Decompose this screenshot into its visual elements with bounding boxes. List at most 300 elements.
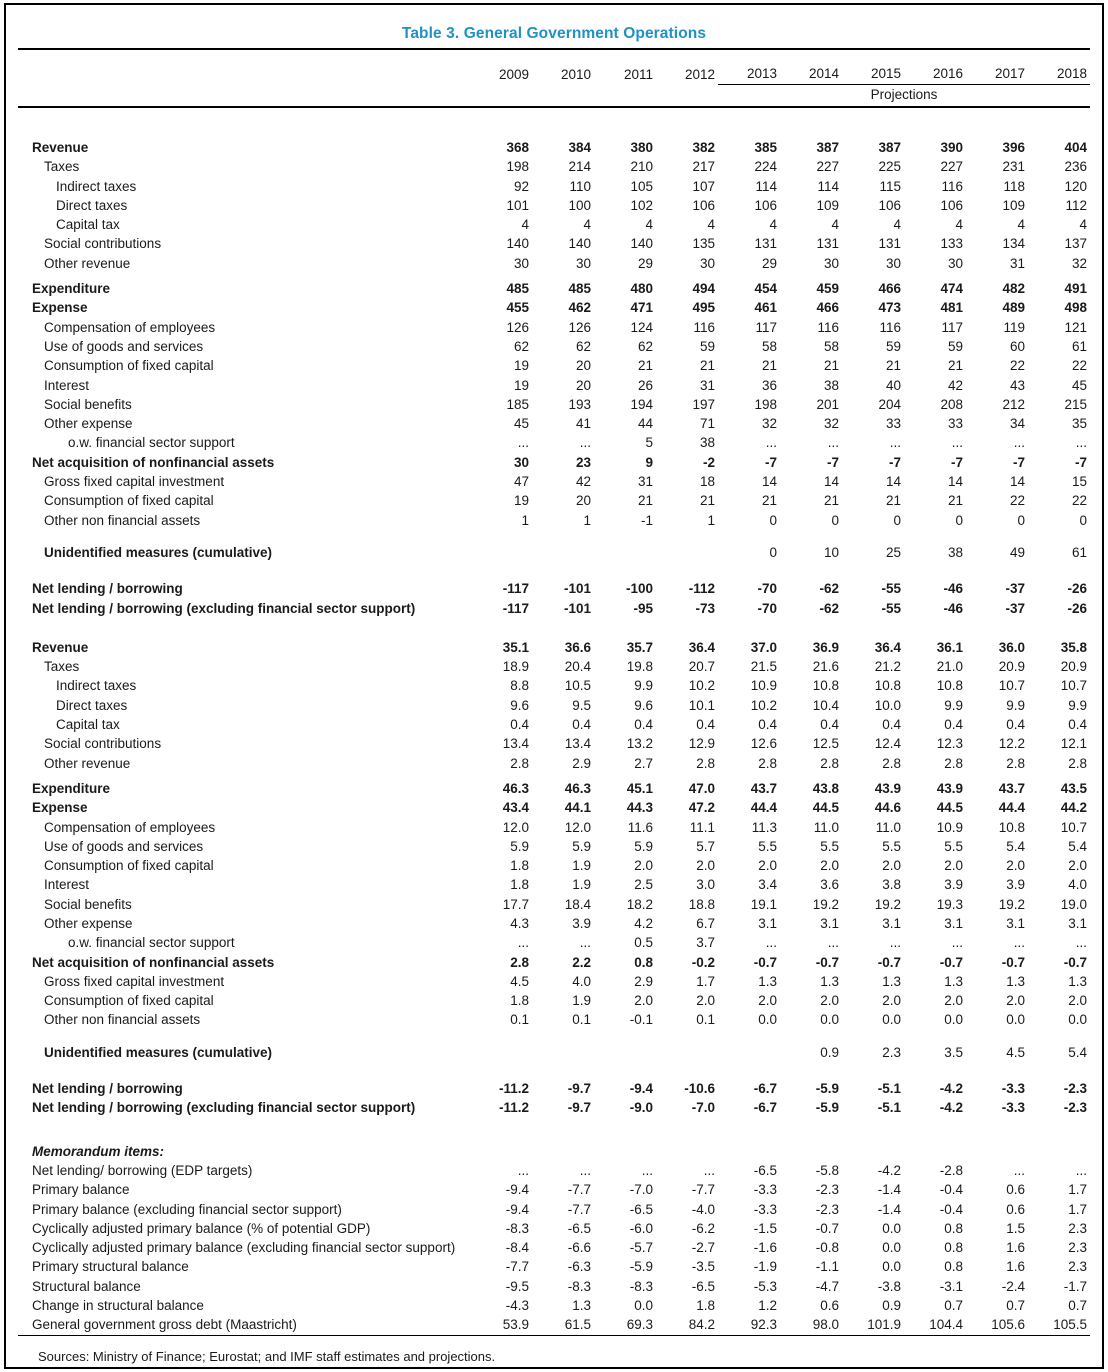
value-cell: 461 <box>754 300 777 316</box>
value-cell: -1.9 <box>753 1259 777 1275</box>
row-label: Expenditure <box>32 780 111 796</box>
value-cell: -2.7 <box>691 1240 715 1256</box>
value-cell: -70 <box>757 581 777 597</box>
value-cell: 3.1 <box>1006 915 1025 931</box>
value-cell: 0.5 <box>634 935 653 951</box>
value-cell: 17.7 <box>502 896 529 912</box>
value-cell <box>532 543 594 562</box>
value-cell: 11.3 <box>751 819 777 835</box>
table-row <box>18 177 1090 196</box>
value-cell: 53.9 <box>502 1317 529 1333</box>
table-row <box>18 1098 1090 1117</box>
value-cell: 10 <box>823 544 839 560</box>
spacer-row <box>18 1118 1090 1142</box>
value-cell: 44.4 <box>998 800 1025 816</box>
table-row <box>18 298 1090 317</box>
table-row <box>18 1296 1090 1315</box>
value-cell: -6.5 <box>753 1162 777 1178</box>
value-cell: 482 <box>1002 281 1025 297</box>
value-cell: ... <box>1013 1162 1025 1178</box>
value-cell: 396 <box>1002 140 1025 155</box>
value-cell: -0.7 <box>815 1220 839 1236</box>
spacer-row <box>18 1062 1090 1079</box>
value-cell: 10.0 <box>874 697 901 713</box>
value-cell: 22 <box>1071 358 1087 374</box>
table-row <box>18 579 1090 598</box>
row-label: Other revenue <box>44 255 131 271</box>
table-row <box>18 734 1090 753</box>
table-row <box>18 933 1090 952</box>
value-cell: 36.6 <box>564 639 591 655</box>
table-row <box>18 395 1090 414</box>
value-cell: 117 <box>755 319 777 335</box>
value-cell: 0 <box>769 512 777 528</box>
value-cell: 25 <box>885 544 901 560</box>
value-cell: -0.4 <box>939 1182 963 1198</box>
value-cell: 21.5 <box>750 659 777 675</box>
value-cell: 59 <box>885 338 901 354</box>
row-label: Primary balance <box>32 1182 130 1198</box>
value-cell: 30 <box>513 255 529 271</box>
value-cell: 71 <box>699 416 715 432</box>
value-cell: -7.7 <box>505 1259 529 1275</box>
value-cell: -73 <box>695 600 715 616</box>
table-row <box>18 543 1090 562</box>
value-cell: 2.0 <box>758 993 777 1009</box>
value-cell: 100 <box>568 197 591 213</box>
value-cell: 26 <box>637 377 653 393</box>
value-cell: -100 <box>625 581 653 597</box>
value-cell: 11.1 <box>689 819 715 835</box>
value-cell: 21 <box>823 493 839 509</box>
value-cell: 4 <box>583 217 591 233</box>
row-label: Compensation of employees <box>44 819 216 835</box>
value-cell: 21.2 <box>874 659 901 675</box>
value-cell: 2.9 <box>572 755 591 771</box>
value-cell: 1.3 <box>1006 973 1025 989</box>
value-cell: 43.9 <box>874 780 901 796</box>
row-label: Net lending/ borrowing (EDP targets) <box>32 1162 253 1178</box>
value-cell: 98.0 <box>812 1317 839 1333</box>
value-cell: -0.7 <box>1063 954 1087 970</box>
value-cell: 121 <box>1064 319 1087 335</box>
value-cell: 2.0 <box>696 858 715 874</box>
row-label: Change in structural balance <box>32 1298 204 1314</box>
value-cell: 489 <box>1002 300 1025 316</box>
government-operations-table <box>18 48 1090 1336</box>
value-cell: 19 <box>513 358 529 374</box>
value-cell: ... <box>951 935 963 951</box>
row-label: Expense <box>32 800 88 816</box>
value-cell: -5.1 <box>877 1081 901 1097</box>
table-row <box>18 1010 1090 1029</box>
value-cell: 198 <box>506 159 529 175</box>
value-cell: 10.7 <box>1060 678 1087 694</box>
value-cell: 1.7 <box>1068 1201 1087 1217</box>
value-cell: -8.3 <box>629 1278 653 1294</box>
spacer-row <box>18 107 1090 138</box>
value-cell: -4.7 <box>815 1278 839 1294</box>
value-cell: 44.5 <box>936 800 963 816</box>
row-label: Other revenue <box>44 755 131 771</box>
value-cell: 36.1 <box>936 639 963 655</box>
value-cell: 12.6 <box>750 736 777 752</box>
value-cell: ... <box>1013 435 1025 451</box>
value-cell: 37.0 <box>750 639 777 655</box>
value-cell: 18.9 <box>502 659 529 675</box>
value-cell: 29 <box>761 255 777 271</box>
value-cell: -6.0 <box>629 1220 653 1236</box>
table-row <box>18 1219 1090 1238</box>
value-cell: -0.7 <box>877 954 901 970</box>
value-cell: 46.3 <box>564 780 591 796</box>
value-cell: -9.4 <box>505 1182 529 1198</box>
value-cell: 21 <box>947 358 963 374</box>
page-border-frame <box>4 3 1104 1369</box>
value-cell: -3.3 <box>753 1182 777 1198</box>
value-cell: -62 <box>819 581 839 597</box>
value-cell: 5.9 <box>572 838 591 854</box>
value-cell: 2.8 <box>696 755 715 771</box>
table-row <box>18 837 1090 856</box>
value-cell: 49 <box>1009 544 1025 560</box>
row-label: Structural balance <box>32 1278 141 1294</box>
value-cell: 9.6 <box>510 697 529 713</box>
row-label: Social contributions <box>44 236 162 252</box>
row-label: Net lending / borrowing (excluding financial sector support) <box>32 600 416 616</box>
source-note: Sources: Ministry of Finance; Eurostat; and IMF staff estimates and projections. <box>38 1348 496 1364</box>
value-cell: 44.1 <box>564 800 591 816</box>
value-cell: -9.5 <box>505 1278 529 1294</box>
value-cell: 40 <box>885 377 901 393</box>
value-cell: 10.2 <box>688 678 715 694</box>
table-row <box>18 491 1090 510</box>
value-cell: 19.2 <box>998 896 1025 912</box>
value-cell: 2.0 <box>820 993 839 1009</box>
row-label: Other non financial assets <box>44 512 201 528</box>
value-cell: 1.7 <box>1068 1182 1087 1198</box>
spacer-cell <box>18 1118 1090 1142</box>
value-cell: 2.3 <box>1068 1220 1087 1236</box>
value-cell: 10.2 <box>750 697 777 713</box>
row-label: Consumption of fixed capital <box>44 993 214 1009</box>
row-label: General government gross debt (Maastricht) <box>32 1317 297 1333</box>
value-cell: 20.9 <box>1060 659 1087 675</box>
value-cell: 4 <box>707 217 715 233</box>
label-column-header <box>18 49 470 85</box>
value-cell: -5.7 <box>629 1240 653 1256</box>
value-cell: 44.2 <box>1060 800 1087 816</box>
table-row <box>18 254 1090 273</box>
value-cell: 225 <box>878 159 901 175</box>
value-cell: -7 <box>950 454 963 470</box>
table-row <box>18 972 1090 991</box>
value-cell: 19.1 <box>750 896 777 912</box>
value-cell: -46 <box>943 600 963 616</box>
value-cell: 117 <box>941 319 963 335</box>
value-cell: 21.6 <box>812 659 839 675</box>
value-cell: 185 <box>506 396 529 412</box>
value-cell: -9.0 <box>629 1100 653 1116</box>
row-label: Direct taxes <box>56 197 128 213</box>
value-cell <box>532 1142 594 1161</box>
value-cell: 62 <box>637 338 653 354</box>
value-cell: 58 <box>761 338 777 354</box>
value-cell: 2.0 <box>944 993 963 1009</box>
row-label: Taxes <box>44 159 80 175</box>
value-cell: 0.8 <box>944 1240 963 1256</box>
value-cell: -55 <box>881 600 901 616</box>
table-row <box>18 754 1090 773</box>
value-cell <box>594 543 656 562</box>
table-row <box>18 376 1090 395</box>
value-cell: 1.3 <box>882 973 901 989</box>
value-cell: -4.0 <box>691 1201 715 1217</box>
value-cell: 0.9 <box>882 1298 901 1314</box>
value-cell: 42 <box>947 377 963 393</box>
value-cell: 1.3 <box>758 973 777 989</box>
table-body <box>18 107 1090 1335</box>
value-cell: 9.9 <box>1068 697 1087 713</box>
value-cell: 2.0 <box>696 993 715 1009</box>
projections-spacer <box>18 85 718 108</box>
row-label: Primary structural balance <box>32 1259 189 1275</box>
year-column-header: 2013 <box>718 49 780 85</box>
row-label: Primary balance (excluding financial sector support) <box>32 1201 342 1217</box>
value-cell: 58 <box>823 338 839 354</box>
table-row <box>18 279 1090 298</box>
value-cell: 4 <box>893 217 901 233</box>
row-label: Consumption of fixed capital <box>44 358 214 374</box>
year-column-header: 2014 <box>780 49 842 85</box>
value-cell: 0.0 <box>882 1259 901 1275</box>
value-cell: 13.2 <box>626 736 653 752</box>
value-cell: 2.0 <box>758 858 777 874</box>
value-cell: 1.6 <box>1006 1259 1025 1275</box>
value-cell: 118 <box>1003 178 1025 194</box>
value-cell: 0.4 <box>696 717 715 733</box>
value-cell: -6.5 <box>567 1220 591 1236</box>
row-label: Compensation of employees <box>44 319 216 335</box>
value-cell: 43.7 <box>750 780 777 796</box>
value-cell: 4.5 <box>1006 1044 1025 1060</box>
table-row <box>18 1238 1090 1257</box>
value-cell: 480 <box>630 281 653 297</box>
row-label: Gross fixed capital investment <box>44 973 225 989</box>
value-cell: 485 <box>506 281 529 297</box>
value-cell: 5.7 <box>696 838 715 854</box>
value-cell: 10.8 <box>812 678 839 694</box>
value-cell: 92.3 <box>750 1317 777 1333</box>
value-cell: 61 <box>1071 338 1087 354</box>
value-cell: 231 <box>1002 159 1025 175</box>
value-cell: 10.8 <box>998 819 1025 835</box>
value-cell: 32 <box>823 416 839 432</box>
row-label: Taxes <box>44 659 80 675</box>
value-cell: -4.2 <box>877 1162 901 1178</box>
value-cell: 35.7 <box>626 639 653 655</box>
value-cell: 2.8 <box>510 954 529 970</box>
value-cell: 21.0 <box>936 659 963 675</box>
value-cell: -7.0 <box>691 1100 715 1116</box>
year-column-header: 2015 <box>842 49 904 85</box>
value-cell <box>470 1043 532 1062</box>
value-cell: -0.1 <box>629 1012 653 1028</box>
value-cell: 198 <box>754 396 777 412</box>
value-cell: -5.8 <box>815 1162 839 1178</box>
table-row <box>18 234 1090 253</box>
value-cell: 43 <box>1009 377 1025 393</box>
value-cell: 135 <box>692 236 715 252</box>
value-cell: ... <box>517 435 529 451</box>
value-cell: 5 <box>645 435 653 451</box>
value-cell: 1.8 <box>696 1298 715 1314</box>
row-label: Unidentified measures (cumulative) <box>44 544 273 560</box>
value-cell: 12.9 <box>688 736 715 752</box>
value-cell: 380 <box>630 140 653 155</box>
value-cell: ... <box>517 1162 529 1178</box>
table-row <box>18 1180 1090 1199</box>
value-cell: 3.6 <box>820 877 839 893</box>
spacer-cell <box>18 107 1090 138</box>
value-cell: 2.3 <box>1068 1240 1087 1256</box>
value-cell: 10.7 <box>1060 819 1087 835</box>
value-cell: 3.9 <box>1006 877 1025 893</box>
row-label: Direct taxes <box>56 697 128 713</box>
table-row <box>18 1200 1090 1219</box>
value-cell: 4 <box>955 217 963 233</box>
table-row <box>18 414 1090 433</box>
value-cell: 59 <box>699 338 715 354</box>
table-row <box>18 472 1090 491</box>
value-cell: 481 <box>940 300 963 316</box>
value-cell: 116 <box>817 319 839 335</box>
row-label: Revenue <box>32 639 89 655</box>
row-label: o.w. financial sector support <box>68 435 235 451</box>
value-cell: -2.3 <box>815 1201 839 1217</box>
table-row <box>18 856 1090 875</box>
value-cell: 38 <box>699 435 715 451</box>
table-row <box>18 1277 1090 1296</box>
value-cell: -7 <box>888 454 901 470</box>
value-cell: 0.6 <box>1006 1201 1025 1217</box>
value-cell: 105.6 <box>991 1317 1025 1333</box>
value-cell: -1.6 <box>753 1240 777 1256</box>
table-row <box>18 638 1090 657</box>
table-row <box>18 157 1090 176</box>
value-cell: 21 <box>885 358 901 374</box>
value-cell: 31 <box>699 377 715 393</box>
value-cell: 0.8 <box>944 1259 963 1275</box>
value-cell: 2.0 <box>1068 993 1087 1009</box>
projections-label: Projections <box>718 85 1090 108</box>
value-cell: 106 <box>878 197 901 213</box>
value-cell: -7.7 <box>691 1182 715 1198</box>
value-cell: 44 <box>637 416 653 432</box>
table-row <box>18 599 1090 618</box>
value-cell <box>718 1142 780 1161</box>
value-cell: 106 <box>692 197 715 213</box>
value-cell: 385 <box>754 140 777 155</box>
value-cell: 3.1 <box>882 915 901 931</box>
value-cell <box>656 1142 718 1161</box>
value-cell: 0 <box>769 544 777 560</box>
value-cell: 13.4 <box>564 736 591 752</box>
row-label: Use of goods and services <box>44 838 204 854</box>
value-cell: ... <box>827 435 839 451</box>
value-cell: 0.6 <box>820 1298 839 1314</box>
value-cell: 18.4 <box>564 896 591 912</box>
table-row <box>18 453 1090 472</box>
table-row <box>18 779 1090 798</box>
value-cell: 212 <box>1002 396 1025 412</box>
value-cell: 12.5 <box>812 736 839 752</box>
value-cell: -7.7 <box>567 1182 591 1198</box>
value-cell: 10.9 <box>936 819 963 835</box>
value-cell: -0.7 <box>939 954 963 970</box>
projections-row <box>18 85 1090 108</box>
value-cell: 30 <box>513 454 529 470</box>
value-cell: 44.4 <box>750 800 777 816</box>
value-cell: -5.1 <box>877 1100 901 1116</box>
value-cell <box>656 1043 718 1062</box>
year-header-row <box>18 49 1090 85</box>
value-cell: 140 <box>506 236 529 252</box>
value-cell: -26 <box>1067 600 1087 616</box>
value-cell: 3.5 <box>944 1044 963 1060</box>
value-cell: 46.3 <box>502 780 529 796</box>
year-column-header: 2012 <box>684 66 715 82</box>
value-cell <box>904 1142 966 1161</box>
value-cell: 14 <box>823 474 839 490</box>
value-cell: 1.2 <box>758 1298 777 1314</box>
value-cell: 11.0 <box>875 819 901 835</box>
value-cell: 14 <box>885 474 901 490</box>
value-cell: 23 <box>575 454 591 470</box>
value-cell: 227 <box>940 159 963 175</box>
value-cell: ... <box>579 1162 591 1178</box>
value-cell: 5.4 <box>1068 1044 1087 1060</box>
value-cell <box>594 1142 656 1161</box>
value-cell: 224 <box>754 159 777 175</box>
value-cell: -2.8 <box>939 1162 963 1178</box>
value-cell: 33 <box>885 416 901 432</box>
value-cell: 22 <box>1009 493 1025 509</box>
table-row <box>18 1315 1090 1335</box>
row-label: Interest <box>44 877 90 893</box>
table-row <box>18 676 1090 695</box>
value-cell: 3.1 <box>944 915 963 931</box>
value-cell: 2.0 <box>944 858 963 874</box>
spacer-row <box>18 618 1090 638</box>
table-row <box>18 1043 1090 1062</box>
value-cell: -46 <box>943 581 963 597</box>
row-label: o.w. financial sector support <box>68 935 235 951</box>
value-cell: 494 <box>692 281 715 297</box>
value-cell: -7 <box>1012 454 1025 470</box>
value-cell: 4 <box>1017 217 1025 233</box>
value-cell: 6.7 <box>696 915 715 931</box>
value-cell: 204 <box>878 396 901 412</box>
value-cell: -101 <box>563 600 591 616</box>
value-cell: 4.0 <box>572 973 591 989</box>
table-row <box>18 433 1090 452</box>
value-cell: 208 <box>940 396 963 412</box>
value-cell: 5.9 <box>510 838 529 854</box>
value-cell: -3.3 <box>1001 1081 1025 1097</box>
value-cell: 0.9 <box>820 1044 839 1060</box>
row-label: Other non financial assets <box>44 1012 201 1028</box>
